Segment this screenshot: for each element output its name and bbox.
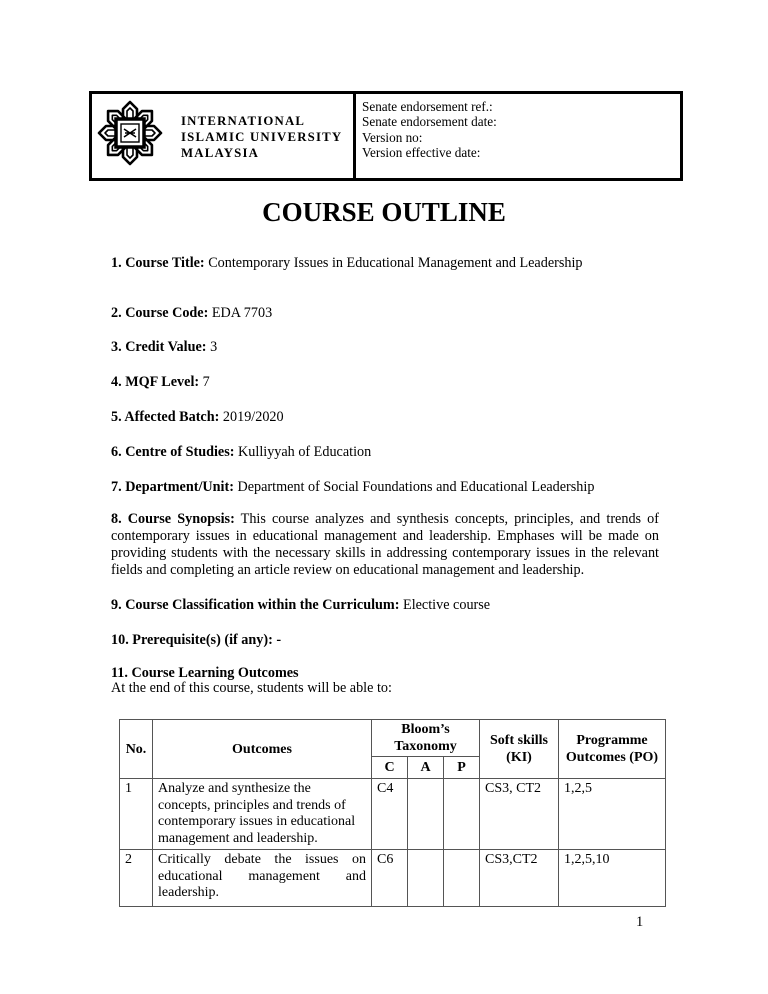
cell-no: 1 xyxy=(120,779,153,850)
page-number: 1 xyxy=(636,914,644,930)
cell-outcome: Critically debate the issues on educational management and leadership. xyxy=(153,850,372,907)
field-value: EDA 7703 xyxy=(211,305,273,321)
cell-no: 2 xyxy=(120,850,153,907)
document-header xyxy=(89,91,683,181)
field-label: 2. Course Code: xyxy=(111,305,209,321)
version-effective-date: Version effective date: xyxy=(362,145,481,161)
university-block xyxy=(92,94,356,178)
cell-p xyxy=(444,779,480,850)
university-name xyxy=(181,114,342,161)
course-title-field xyxy=(111,255,583,272)
header-p: P xyxy=(444,757,480,779)
course-code-field xyxy=(111,305,272,322)
header-blooms-taxonomy: Bloom’s Taxonomy xyxy=(372,720,480,757)
table-row xyxy=(120,779,666,850)
field-value: Contemporary Issues in Educational Management and Leadership xyxy=(208,255,583,271)
learning-outcomes-intro: At the end of this course, students will be able to: xyxy=(111,680,392,696)
field-value: Department of Social Foundations and Educational Leadership xyxy=(237,479,595,495)
field-label: 4. MQF Level: xyxy=(111,374,200,390)
field-value: 7 xyxy=(202,374,210,390)
page-title: COURSE OUTLINE xyxy=(262,197,506,227)
version-no: Version no: xyxy=(362,129,423,145)
university-name-line: ISLAMIC UNIVERSITY xyxy=(181,129,343,144)
field-value: 2019/2020 xyxy=(222,409,284,425)
header-no: No. xyxy=(120,720,153,779)
header-outcomes: Outcomes xyxy=(153,720,372,779)
cell-outcome: Analyze and synthesize the concepts, principles and trends of contemporary issues in educational management and leadership. xyxy=(153,779,372,850)
field-label: 3. Credit Value: xyxy=(111,339,207,355)
synopsis-text: This course analyzes and synthesis concepts, principles, and trends of contemporary issues in educational management and leadership. Emphases will be made on providing students with the necessary skills in addressing contemporary issues in the relevant fields and completing an article review on educational management and leadership. xyxy=(111,511,659,578)
prerequisite-field xyxy=(111,632,281,649)
credit-value-field xyxy=(111,339,217,356)
learning-outcomes-table xyxy=(119,719,666,907)
university-name-line: MALAYSIA xyxy=(181,145,260,160)
cell-po: 1,2,5,10 xyxy=(559,850,666,907)
cell-a xyxy=(408,850,444,907)
field-label: 1. Course Title: xyxy=(111,255,205,271)
affected-batch-field xyxy=(111,409,284,426)
header-soft-skills: Soft skills (KI) xyxy=(480,720,559,779)
cell-a xyxy=(408,779,444,850)
field-value: Kulliyyah of Education xyxy=(238,444,372,460)
header-programme-outcomes: Programme Outcomes (PO) xyxy=(559,720,666,779)
table-row xyxy=(120,850,666,907)
senate-endorsement-ref: Senate endorsement ref.: xyxy=(362,99,493,114)
mqf-level-field xyxy=(111,374,210,391)
synopsis-label: 8. Course Synopsis: xyxy=(111,511,235,527)
section-heading: 11. Course Learning Outcomes xyxy=(111,665,299,681)
header-c: C xyxy=(372,757,408,779)
senate-endorsement-date: Senate endorsement date: xyxy=(362,114,497,130)
field-label: 9. Course Classification within the Curriculum: xyxy=(111,597,400,613)
department-unit-field xyxy=(111,479,594,496)
field-value: 3 xyxy=(210,339,218,355)
cell-p xyxy=(444,850,480,907)
university-name-line: INTERNATIONAL xyxy=(181,114,306,128)
field-label: 6. Centre of Studies: xyxy=(111,444,235,460)
field-label: 5. Affected Batch: xyxy=(111,409,220,425)
cell-c: C6 xyxy=(372,850,408,907)
cell-po: 1,2,5 xyxy=(559,779,666,850)
iium-logo-icon xyxy=(96,99,164,167)
field-value: Elective course xyxy=(403,597,491,613)
header-a: A xyxy=(408,757,444,779)
course-classification-field xyxy=(111,597,490,614)
cell-soft-skills: CS3, CT2 xyxy=(480,779,559,850)
field-label: 10. Prerequisite(s) (if any): - xyxy=(111,632,282,648)
endorsement-block xyxy=(356,94,680,178)
field-label: 7. Department/Unit: xyxy=(111,479,234,495)
cell-c: C4 xyxy=(372,779,408,850)
course-synopsis xyxy=(111,511,659,579)
centre-of-studies-field xyxy=(111,444,371,461)
cell-soft-skills: CS3,CT2 xyxy=(480,850,559,907)
